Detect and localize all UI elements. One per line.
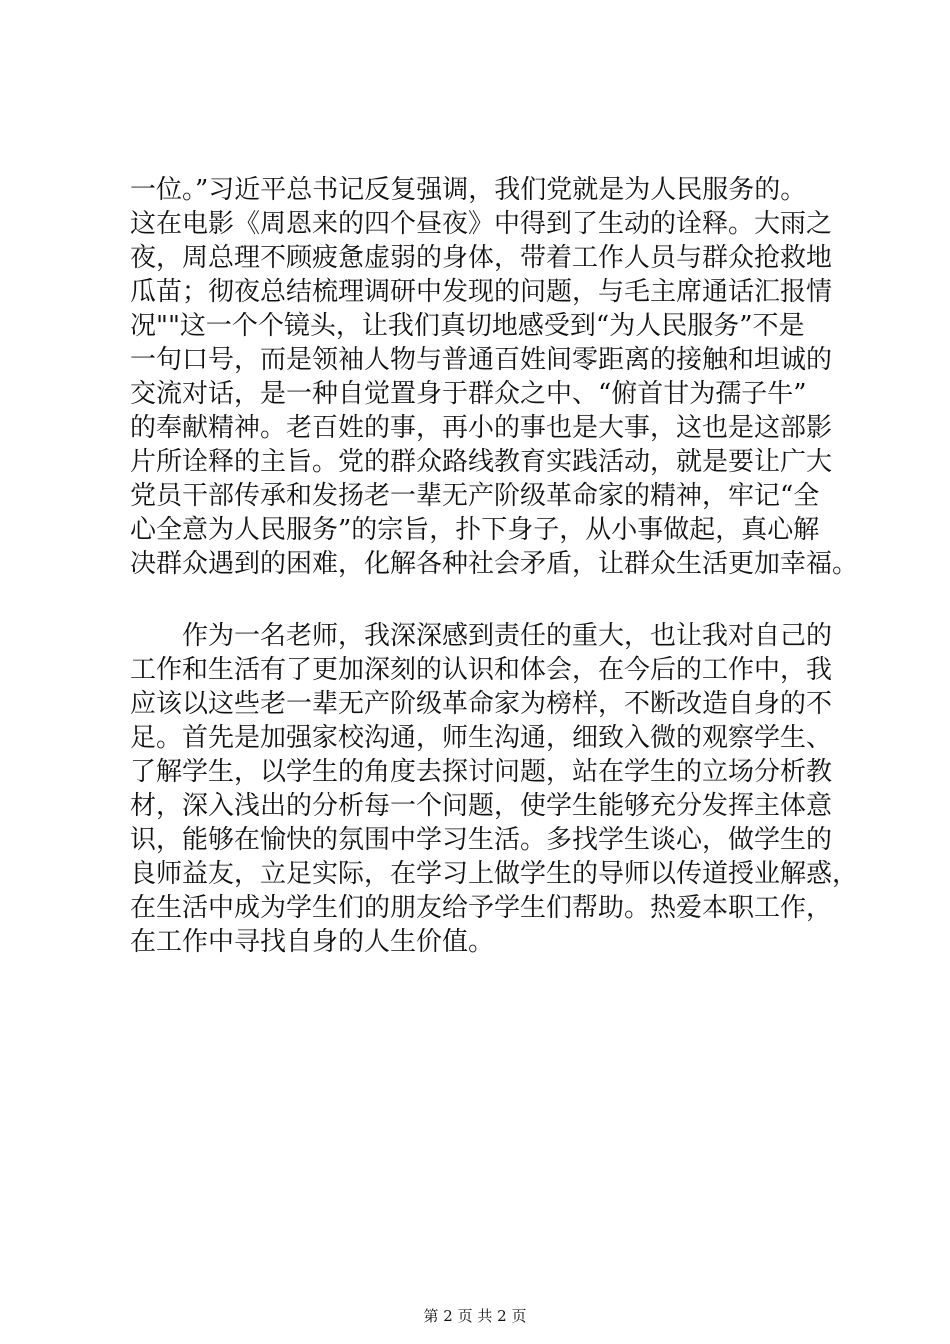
text-line: 应该以这些老一辈无产阶级革命家为榜样，不断改造自身的不 bbox=[130, 689, 833, 719]
text-line: 的奉献精神。老百姓的事，再小的事也是大事，这也是这部影 bbox=[130, 413, 833, 443]
document-body bbox=[130, 173, 859, 959]
text-line: 心全意为人民服务”的宗旨，扑下身子，从小事做起，真心解 bbox=[130, 515, 820, 545]
paragraph-1 bbox=[130, 173, 859, 581]
text-line: 识，能够在愉快的氛围中学习生活。多找学生谈心，做学生的 bbox=[130, 825, 833, 855]
text-line: 瓜苗；彻夜总结梳理调研中发现的问题，与毛主席通话汇报情 bbox=[130, 277, 833, 307]
page-number-label: 第 2 页 共 2 页 bbox=[423, 1307, 527, 1325]
text-line: 党员干部传承和发扬老一辈无产阶级革命家的精神，牢记“全 bbox=[130, 481, 820, 511]
text-line: 材，深入浅出的分析每一个问题，使学生能够充分发挥主体意 bbox=[130, 791, 833, 821]
paragraph-spacer bbox=[130, 581, 850, 619]
text-line: 在生活中成为学生们的朋友给予学生们帮助。热爱本职工作， bbox=[130, 893, 833, 923]
text-line: 作为一名老师，我深深感到责任的重大，也让我对自己的 bbox=[130, 621, 833, 651]
paragraph-2 bbox=[130, 619, 859, 959]
text-line: 足。首先是加强家校沟通，师生沟通，细致入微的观察学生、 bbox=[130, 723, 833, 753]
text-line: 交流对话，是一种自觉置身于群众之中、“俯首甘为孺子牛” bbox=[130, 379, 807, 409]
text-line: 夜，周总理不顾疲惫虚弱的身体，带着工作人员与群众抢救地 bbox=[130, 243, 833, 273]
text-line: 良师益友，立足实际，在学习上做学生的导师以传道授业解惑， bbox=[130, 859, 859, 889]
text-line: 了解学生，以学生的角度去探讨问题，站在学生的立场分析教 bbox=[130, 757, 833, 787]
text-line: 况""这一个个镜头，让我们真切地感受到“为人民服务”不是 bbox=[130, 311, 805, 341]
text-line: 在工作中寻找自身的人生价值。 bbox=[130, 927, 495, 957]
text-line: 一句口号，而是领袖人物与普通百姓间零距离的接触和坦诚的 bbox=[130, 345, 833, 375]
text-line: 决群众遇到的困难，化解各种社会矛盾，让群众生活更加幸福。 bbox=[130, 549, 859, 579]
text-line: 工作和生活有了更加深刻的认识和体会，在今后的工作中，我 bbox=[130, 655, 833, 685]
text-line: 这在电影《周恩来的四个昼夜》中得到了生动的诠释。大雨之 bbox=[130, 209, 833, 239]
text-line: 一位。”习近平总书记反复强调，我们党就是为人民服务的。 bbox=[130, 175, 807, 205]
text-line: 片所诠释的主旨。党的群众路线教育实践活动，就是要让广大 bbox=[130, 447, 833, 477]
page-footer bbox=[0, 1306, 950, 1326]
